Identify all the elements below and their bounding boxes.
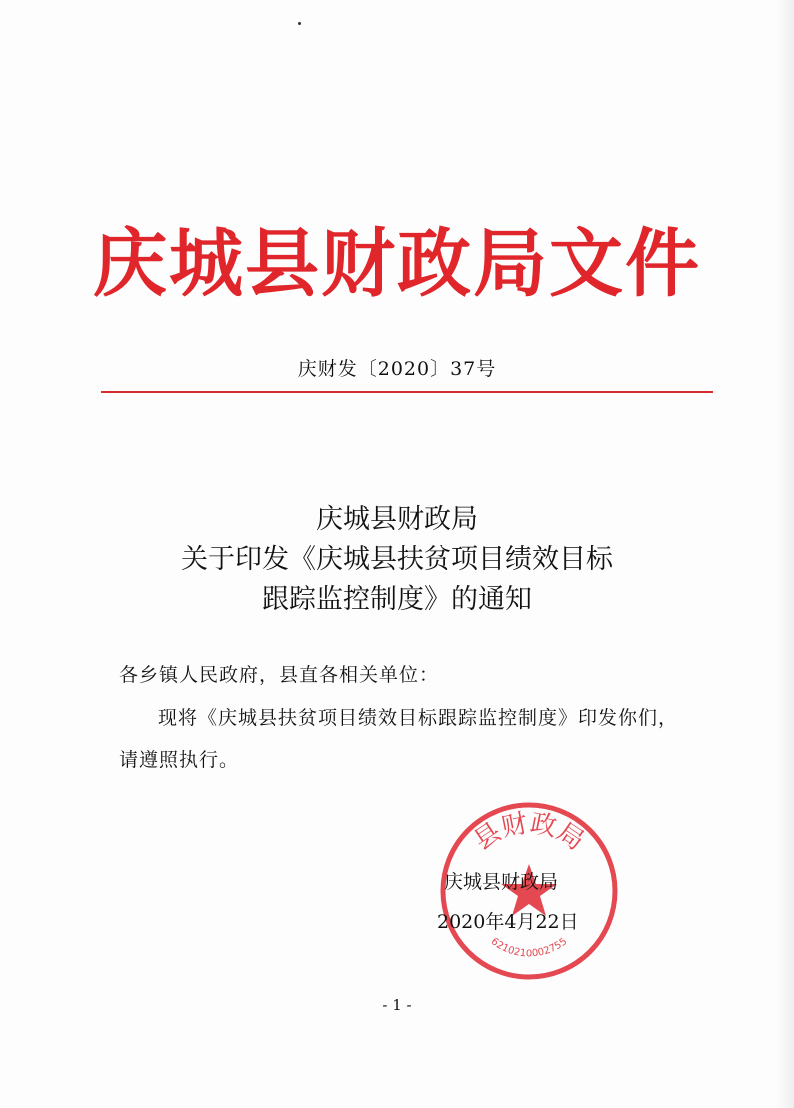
notice-title-line-2: 关于印发《庆城县扶贫项目绩效目标 xyxy=(181,544,613,575)
signature-date: 2020年4月22日 xyxy=(437,911,579,933)
seal-text: 县财政局 xyxy=(468,808,590,857)
body-paragraph-line-1: 现将《庆城县扶贫项目绩效目标跟踪监控制度》印发你们， xyxy=(158,707,679,729)
scan-speck xyxy=(298,22,301,25)
notice-title-line-3: 跟踪监控制度》的通知 xyxy=(262,584,532,615)
document-number: 庆财发〔2020〕37号 xyxy=(297,358,497,380)
seal-code: 6210210002755 xyxy=(488,936,570,960)
red-divider-line xyxy=(101,391,713,393)
page-number: - 1 - xyxy=(382,996,412,1014)
notice-title xyxy=(0,500,794,620)
notice-title-line-1: 庆城县财政局 xyxy=(316,504,478,535)
salutation: 各乡镇人民政府，县直各相关单位： xyxy=(119,664,440,686)
body-paragraph-line-2: 请遵照执行。 xyxy=(119,749,240,771)
red-header-title: 庆城县财政局文件 xyxy=(93,221,701,307)
signature-organization: 庆城县财政局 xyxy=(444,871,559,893)
